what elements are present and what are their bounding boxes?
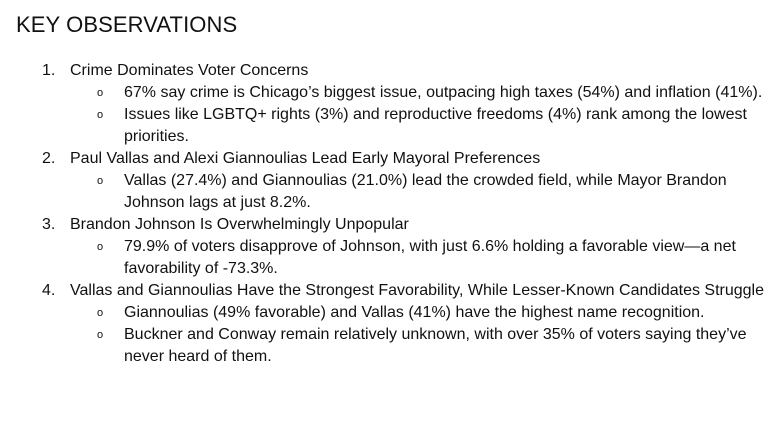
sub-bullet-text: 79.9% of voters disapprove of Johnson, with just 6.6% holding a favorable view—a net favorability of -73.3%.	[124, 238, 736, 277]
bullet-icon: o	[97, 175, 104, 187]
sub-bullet-item	[0, 170, 780, 214]
list-item	[0, 60, 780, 82]
bullet-icon: o	[97, 87, 104, 99]
sub-bullet-item	[0, 82, 780, 104]
list-item-text: Brandon Johnson Is Overwhelmingly Unpopular	[70, 216, 409, 233]
list-item-number: 4.	[42, 282, 56, 299]
list-item	[0, 280, 780, 302]
list-item-number: 3.	[42, 216, 56, 233]
sub-bullet-item	[0, 104, 780, 148]
list-item-text: Paul Vallas and Alexi Giannoulias Lead Early Mayoral Preferences	[70, 150, 541, 167]
sub-bullet-text: Issues like LGBTQ+ rights (3%) and reproductive freedoms (4%) rank among the lowest priorities.	[124, 106, 747, 145]
sub-bullet-text: 67% say crime is Chicago’s biggest issue, outpacing high taxes (54%) and inflation (41%).	[124, 84, 763, 101]
list-item	[0, 214, 780, 236]
observations-list	[0, 60, 780, 368]
sub-bullet-item	[0, 236, 780, 280]
sub-bullet-item	[0, 302, 780, 324]
sub-bullet-item	[0, 324, 780, 368]
list-item	[0, 148, 780, 170]
bullet-icon: o	[97, 307, 104, 319]
list-item-text: Vallas and Giannoulias Have the Strongest Favorability, While Lesser-Known Candidates Struggle	[70, 282, 764, 299]
sub-bullet-text: Vallas (27.4%) and Giannoulias (21.0%) lead the crowded field, while Mayor Brandon Johnson lags at just 8.2%.	[124, 172, 727, 211]
sub-bullet-text: Giannoulias (49% favorable) and Vallas (41%) have the highest name recognition.	[124, 304, 705, 321]
bullet-icon: o	[97, 109, 104, 121]
list-item-text: Crime Dominates Voter Concerns	[70, 62, 309, 79]
page-title: KEY OBSERVATIONS	[16, 12, 238, 37]
list-item-number: 1.	[42, 62, 56, 79]
bullet-icon: o	[97, 241, 104, 253]
list-item-number: 2.	[42, 150, 56, 167]
bullet-icon: o	[97, 329, 104, 341]
sub-bullet-text: Buckner and Conway remain relatively unknown, with over 35% of voters saying they’ve never heard of them.	[124, 326, 747, 365]
